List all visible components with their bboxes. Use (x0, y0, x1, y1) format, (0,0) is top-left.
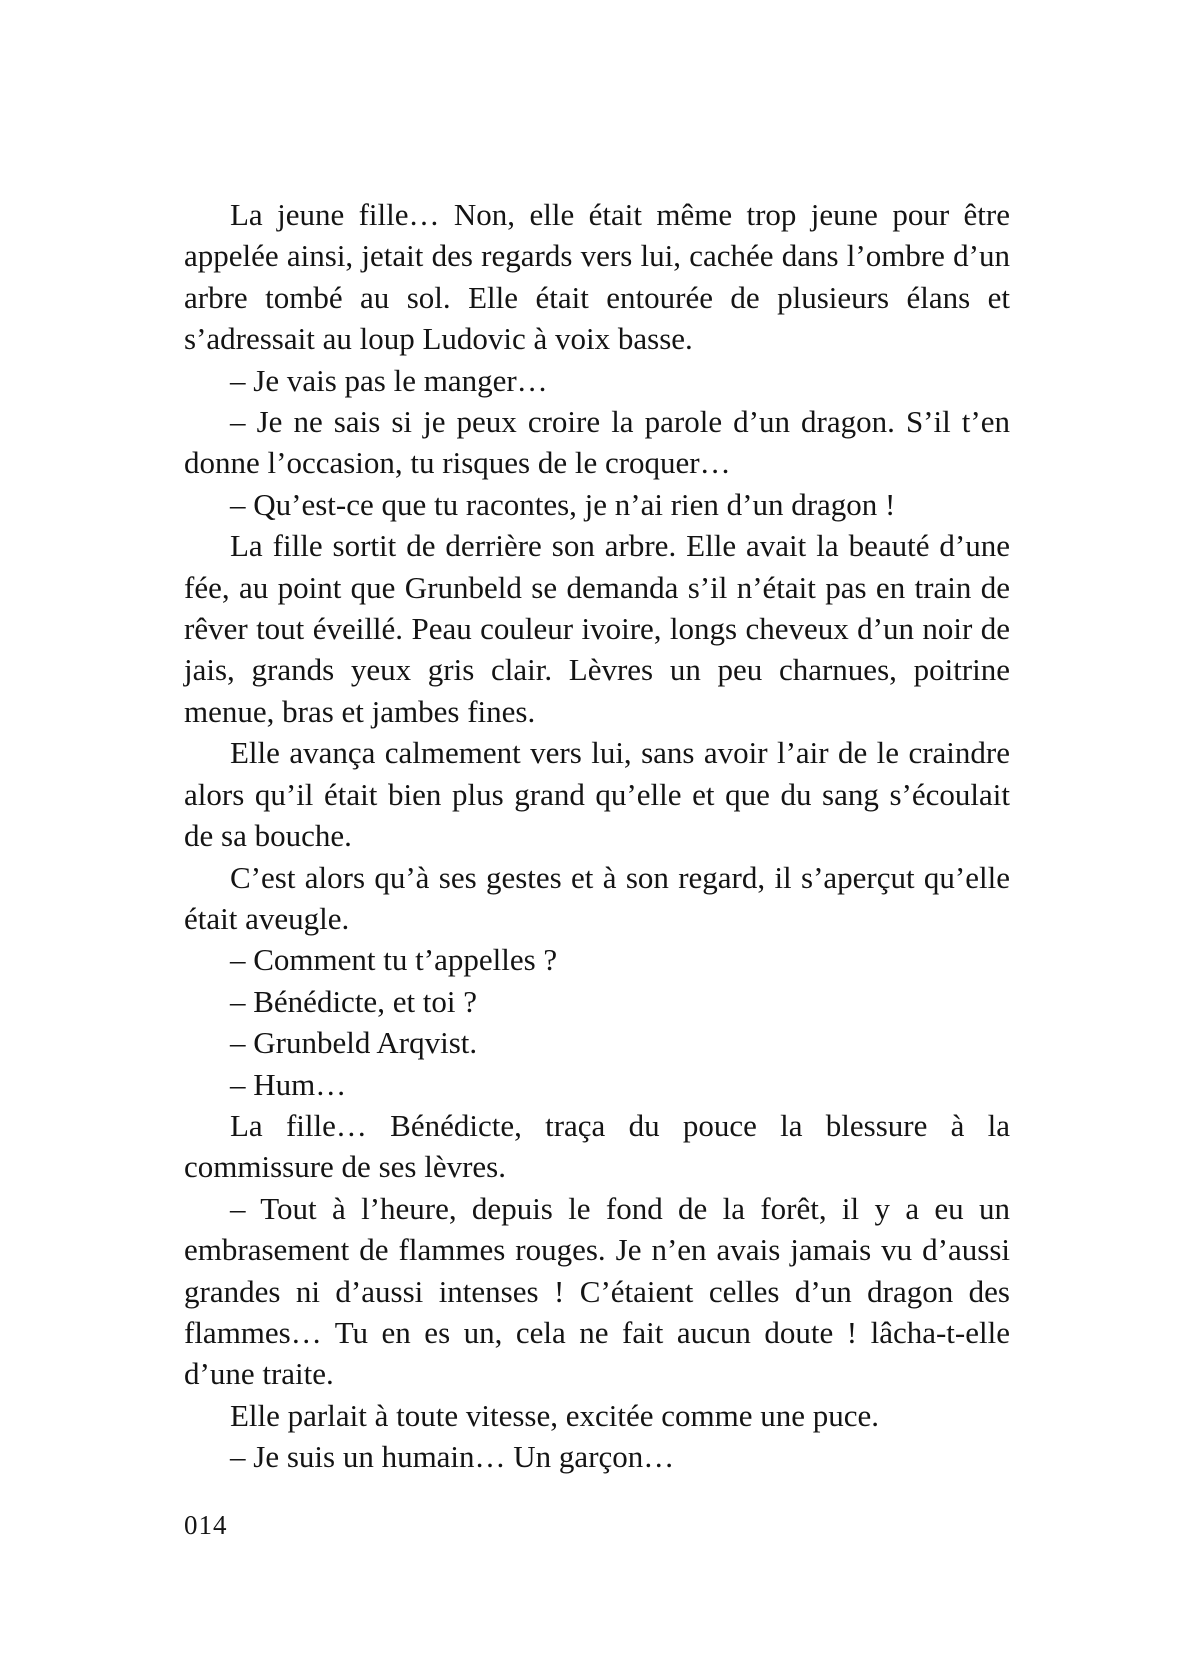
paragraph: – Grunbeld Arqvist. (230, 1025, 478, 1061)
paragraph: – Je ne sais si je peux croire la parole d’un dragon. S’il t’en donne l’occasion, tu risques de le croquer… (184, 404, 1010, 481)
paragraph: La jeune fille… Non, elle était même trop jeune pour être appelée ainsi, jetait des regards vers lui, cachée dans l’ombre d’un arbre tombé au sol. Elle était entourée de plusieurs élans et s’adressait au loup Ludovic à voix basse. (184, 197, 1010, 357)
page-number: 014 (184, 1510, 228, 1540)
paragraph: – Qu’est-ce que tu racontes, je n’ai rien d’un dragon ! (230, 486, 896, 522)
paragraph: C’est alors qu’à ses gestes et à son regard, il s’aperçut qu’elle était aveugle. (184, 859, 1010, 936)
paragraph: – Tout à l’heure, depuis le fond de la forêt, il y a eu un embrasement de flammes rouges. Je n’en avais jamais vu d’aussi grandes ni d’aussi intenses ! C’étaient celles d’un dragon des flammes… Tu en es un, cela ne fait aucun doute ! lâcha-t-elle d’une traite. (184, 1190, 1010, 1392)
paragraph: La fille sortit de derrière son arbre. Elle avait la beauté d’une fée, au point que Grunbeld se demanda s’il n’était pas en train de rêver tout éveillé. Peau couleur ivoire, longs cheveux d’un noir de jais, grands yeux gris clair. Lèvres un peu charnues, poitrine menue, bras et jambes fines. (184, 528, 1010, 729)
paragraph: – Bénédicte, et toi ? (230, 983, 478, 1019)
paragraph: – Je vais pas le manger… (230, 362, 548, 398)
paragraph: Elle avança calmement vers lui, sans avoir l’air de le craindre alors qu’il était bien plus grand qu’elle et que du sang s’écoulait de sa bouche. (184, 735, 1010, 854)
paragraph: – Hum… (230, 1066, 347, 1102)
paragraph: La fille… Bénédicte, traça du pouce la blessure à la commissure de ses lèvres. (184, 1107, 1010, 1185)
paragraph: – Comment tu t’appelles ? (230, 942, 558, 978)
body-text (184, 194, 1010, 1478)
paragraph: – Je suis un humain… Un garçon… (230, 1439, 675, 1475)
paragraph: Elle parlait à toute vitesse, excitée comme une puce. (230, 1397, 880, 1433)
